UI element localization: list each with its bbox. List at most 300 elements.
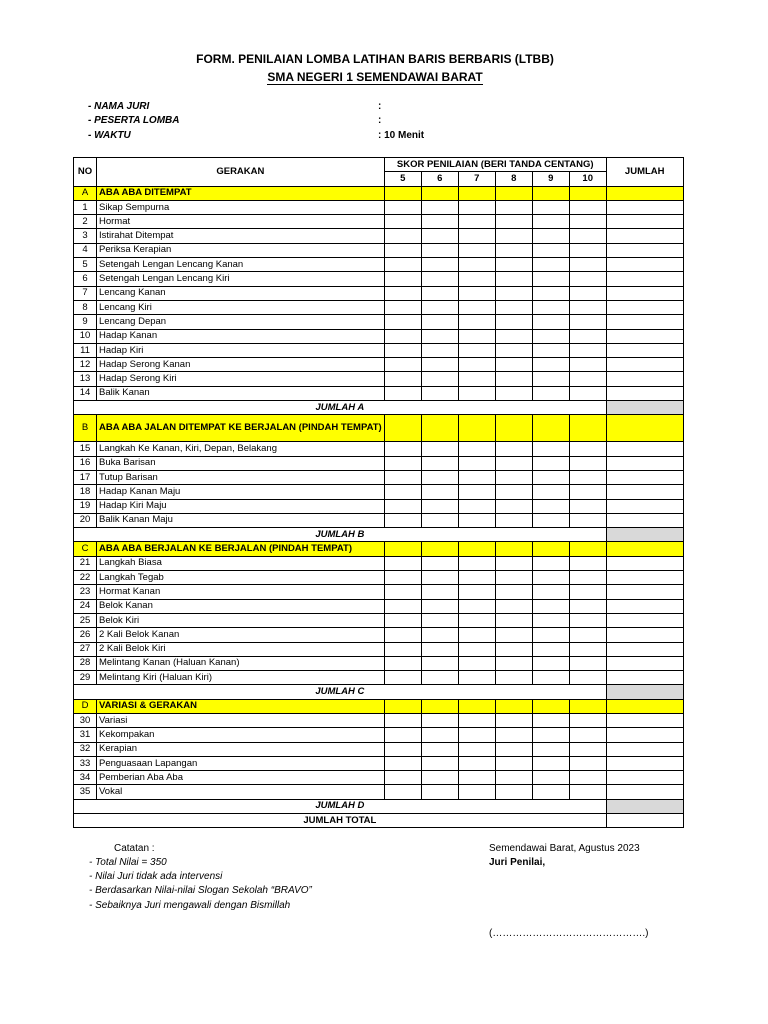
score-cell[interactable] — [458, 642, 495, 656]
score-cell[interactable] — [569, 756, 606, 770]
score-cell[interactable] — [532, 571, 569, 585]
score-cell[interactable] — [532, 272, 569, 286]
table-row — [74, 258, 684, 272]
score-cell[interactable] — [532, 485, 569, 499]
score-cell[interactable] — [569, 742, 606, 756]
score-cell[interactable] — [384, 415, 421, 442]
jumlah-cell[interactable] — [606, 485, 683, 499]
row-gerakan: Hadap Serong Kanan — [97, 358, 385, 372]
jumlah-cell[interactable] — [606, 329, 683, 343]
score-cell[interactable] — [495, 785, 532, 799]
section-row — [74, 699, 684, 713]
score-cell[interactable] — [384, 585, 421, 599]
score-cell[interactable] — [495, 272, 532, 286]
table-row — [74, 343, 684, 357]
jumlah-cell[interactable] — [606, 286, 683, 300]
score-cell[interactable] — [569, 329, 606, 343]
score-cell[interactable] — [495, 599, 532, 613]
score-cell[interactable] — [532, 699, 569, 713]
score-cell[interactable] — [421, 499, 458, 513]
jumlah-cell[interactable] — [606, 656, 683, 670]
score-cell[interactable] — [458, 585, 495, 599]
score-cell[interactable] — [458, 456, 495, 470]
score-cell[interactable] — [384, 599, 421, 613]
score-cell[interactable] — [384, 470, 421, 484]
table-row — [74, 286, 684, 300]
jumlah-cell[interactable] — [606, 785, 683, 799]
score-cell[interactable] — [458, 713, 495, 727]
score-cell[interactable] — [384, 386, 421, 400]
score-cell[interactable] — [384, 699, 421, 713]
jumlah-cell[interactable] — [606, 742, 683, 756]
score-cell[interactable] — [569, 470, 606, 484]
jumlah-cell[interactable] — [606, 358, 683, 372]
score-cell[interactable] — [495, 513, 532, 527]
score-cell[interactable] — [384, 215, 421, 229]
score-cell[interactable] — [384, 542, 421, 556]
score-cell[interactable] — [569, 728, 606, 742]
score-cell[interactable] — [421, 372, 458, 386]
score-cell[interactable] — [532, 243, 569, 257]
score-cell[interactable] — [421, 386, 458, 400]
score-cell[interactable] — [532, 470, 569, 484]
score-cell[interactable] — [495, 200, 532, 214]
score-cell[interactable] — [569, 186, 606, 200]
jumlah-cell[interactable] — [606, 499, 683, 513]
score-cell[interactable] — [421, 456, 458, 470]
score-cell[interactable] — [384, 286, 421, 300]
jumlah-cell[interactable] — [606, 599, 683, 613]
row-number: 19 — [74, 499, 97, 513]
score-cell[interactable] — [421, 542, 458, 556]
row-gerakan: Hadap Kanan — [97, 329, 385, 343]
score-cell[interactable] — [384, 300, 421, 314]
score-cell[interactable] — [384, 556, 421, 570]
jumlah-cell[interactable] — [606, 513, 683, 527]
table-row — [74, 358, 684, 372]
score-cell[interactable] — [458, 756, 495, 770]
score-cell[interactable] — [532, 456, 569, 470]
score-cell[interactable] — [495, 485, 532, 499]
jumlah-cell[interactable] — [606, 186, 683, 200]
score-cell[interactable] — [421, 599, 458, 613]
score-cell[interactable] — [458, 300, 495, 314]
score-cell[interactable] — [569, 315, 606, 329]
row-gerakan: Belok Kanan — [97, 599, 385, 613]
score-cell[interactable] — [532, 599, 569, 613]
score-cell[interactable] — [569, 386, 606, 400]
score-cell[interactable] — [532, 542, 569, 556]
score-cell[interactable] — [384, 671, 421, 685]
score-cell[interactable] — [495, 243, 532, 257]
score-cell[interactable] — [495, 229, 532, 243]
score-cell[interactable] — [421, 485, 458, 499]
score-cell[interactable] — [458, 415, 495, 442]
jumlah-cell[interactable] — [606, 300, 683, 314]
jumlah-cell[interactable] — [606, 585, 683, 599]
section-total-value[interactable] — [606, 799, 683, 813]
jumlah-cell[interactable] — [606, 442, 683, 456]
score-cell[interactable] — [495, 358, 532, 372]
score-cell[interactable] — [569, 513, 606, 527]
score-cell[interactable] — [458, 258, 495, 272]
score-cell[interactable] — [458, 200, 495, 214]
score-cell[interactable] — [458, 315, 495, 329]
score-cell[interactable] — [421, 343, 458, 357]
score-cell[interactable] — [569, 642, 606, 656]
score-cell[interactable] — [569, 258, 606, 272]
score-cell[interactable] — [532, 613, 569, 627]
score-cell[interactable] — [495, 756, 532, 770]
jumlah-cell[interactable] — [606, 671, 683, 685]
score-cell[interactable] — [458, 442, 495, 456]
score-cell[interactable] — [384, 771, 421, 785]
jumlah-cell[interactable] — [606, 272, 683, 286]
score-cell[interactable] — [569, 343, 606, 357]
score-cell[interactable] — [384, 742, 421, 756]
row-number: 15 — [74, 442, 97, 456]
score-cell[interactable] — [495, 343, 532, 357]
score-cell[interactable] — [384, 329, 421, 343]
score-cell[interactable] — [532, 200, 569, 214]
score-cell[interactable] — [532, 300, 569, 314]
score-cell[interactable] — [458, 272, 495, 286]
score-cell[interactable] — [495, 742, 532, 756]
score-cell[interactable] — [495, 186, 532, 200]
score-cell[interactable] — [458, 599, 495, 613]
row-gerakan: Buka Barisan — [97, 456, 385, 470]
score-cell[interactable] — [458, 628, 495, 642]
score-cell[interactable] — [569, 200, 606, 214]
table-row — [74, 556, 684, 570]
score-cell[interactable] — [569, 671, 606, 685]
score-cell[interactable] — [569, 556, 606, 570]
score-cell[interactable] — [458, 542, 495, 556]
row-number: 8 — [74, 300, 97, 314]
score-cell[interactable] — [495, 642, 532, 656]
jumlah-cell[interactable] — [606, 771, 683, 785]
score-cell[interactable] — [384, 642, 421, 656]
row-gerakan: Istirahat Ditempat — [97, 229, 385, 243]
score-cell[interactable] — [569, 771, 606, 785]
score-cell[interactable] — [495, 386, 532, 400]
score-cell[interactable] — [458, 286, 495, 300]
score-cell[interactable] — [421, 713, 458, 727]
score-cell[interactable] — [421, 728, 458, 742]
score-cell[interactable] — [569, 485, 606, 499]
score-cell[interactable] — [532, 442, 569, 456]
score-cell[interactable] — [569, 613, 606, 627]
jumlah-cell[interactable] — [606, 456, 683, 470]
score-cell[interactable] — [384, 728, 421, 742]
score-cell[interactable] — [384, 613, 421, 627]
score-cell[interactable] — [384, 513, 421, 527]
score-cell[interactable] — [458, 728, 495, 742]
score-cell[interactable] — [532, 713, 569, 727]
score-cell[interactable] — [495, 300, 532, 314]
score-cell[interactable] — [495, 499, 532, 513]
score-cell[interactable] — [569, 628, 606, 642]
score-cell[interactable] — [569, 571, 606, 585]
score-cell[interactable] — [532, 372, 569, 386]
info-label-peserta: - PESERTA LOMBA — [88, 115, 180, 126]
table-row — [74, 485, 684, 499]
score-cell[interactable] — [421, 585, 458, 599]
score-cell[interactable] — [458, 771, 495, 785]
score-cell[interactable] — [495, 442, 532, 456]
score-cell[interactable] — [532, 771, 569, 785]
score-cell[interactable] — [495, 215, 532, 229]
jumlah-cell[interactable] — [606, 243, 683, 257]
jumlah-cell[interactable] — [606, 470, 683, 484]
jumlah-cell[interactable] — [606, 200, 683, 214]
score-cell[interactable] — [495, 585, 532, 599]
score-cell[interactable] — [495, 699, 532, 713]
score-cell[interactable] — [421, 671, 458, 685]
score-cell[interactable] — [458, 656, 495, 670]
score-cell[interactable] — [384, 785, 421, 799]
score-cell[interactable] — [384, 571, 421, 585]
score-cell[interactable] — [569, 300, 606, 314]
score-cell[interactable] — [532, 756, 569, 770]
score-cell[interactable] — [458, 513, 495, 527]
score-cell[interactable] — [569, 272, 606, 286]
score-cell[interactable] — [421, 300, 458, 314]
score-cell[interactable] — [532, 286, 569, 300]
jumlah-cell[interactable] — [606, 386, 683, 400]
score-cell[interactable] — [495, 456, 532, 470]
jumlah-cell[interactable] — [606, 571, 683, 585]
score-cell[interactable] — [458, 499, 495, 513]
score-cell[interactable] — [384, 656, 421, 670]
jumlah-cell[interactable] — [606, 699, 683, 713]
score-cell[interactable] — [569, 286, 606, 300]
score-cell[interactable] — [532, 785, 569, 799]
score-cell[interactable] — [495, 713, 532, 727]
score-cell[interactable] — [495, 728, 532, 742]
score-cell[interactable] — [532, 258, 569, 272]
score-cell[interactable] — [421, 742, 458, 756]
score-cell[interactable] — [495, 542, 532, 556]
score-cell[interactable] — [532, 656, 569, 670]
score-cell[interactable] — [532, 728, 569, 742]
score-cell[interactable] — [532, 358, 569, 372]
score-cell[interactable] — [495, 671, 532, 685]
score-cell[interactable] — [421, 186, 458, 200]
score-cell[interactable] — [384, 258, 421, 272]
score-cell[interactable] — [532, 386, 569, 400]
score-cell[interactable] — [569, 785, 606, 799]
score-cell[interactable] — [532, 186, 569, 200]
score-cell[interactable] — [421, 200, 458, 214]
score-cell[interactable] — [421, 642, 458, 656]
score-cell[interactable] — [495, 286, 532, 300]
score-cell[interactable] — [421, 470, 458, 484]
score-cell[interactable] — [532, 585, 569, 599]
score-cell[interactable] — [458, 386, 495, 400]
jumlah-cell[interactable] — [606, 728, 683, 742]
jumlah-cell[interactable] — [606, 613, 683, 627]
jumlah-cell[interactable] — [606, 229, 683, 243]
score-cell[interactable] — [569, 215, 606, 229]
score-cell[interactable] — [532, 415, 569, 442]
score-cell[interactable] — [495, 329, 532, 343]
score-cell[interactable] — [421, 258, 458, 272]
score-cell[interactable] — [384, 485, 421, 499]
score-cell[interactable] — [384, 372, 421, 386]
score-cell[interactable] — [384, 343, 421, 357]
score-cell[interactable] — [495, 372, 532, 386]
score-cell[interactable] — [569, 415, 606, 442]
score-cell[interactable] — [384, 358, 421, 372]
score-cell[interactable] — [569, 656, 606, 670]
section-total-value[interactable] — [606, 685, 683, 699]
score-cell[interactable] — [384, 200, 421, 214]
score-cell[interactable] — [569, 229, 606, 243]
score-cell[interactable] — [384, 243, 421, 257]
score-cell[interactable] — [421, 756, 458, 770]
score-cell[interactable] — [569, 372, 606, 386]
score-cell[interactable] — [421, 556, 458, 570]
score-cell[interactable] — [384, 272, 421, 286]
score-cell[interactable] — [458, 229, 495, 243]
score-cell[interactable] — [495, 571, 532, 585]
score-cell[interactable] — [532, 556, 569, 570]
score-cell[interactable] — [458, 243, 495, 257]
score-cell[interactable] — [495, 258, 532, 272]
score-cell[interactable] — [458, 372, 495, 386]
jumlah-cell[interactable] — [606, 556, 683, 570]
score-cell[interactable] — [569, 499, 606, 513]
score-cell[interactable] — [458, 613, 495, 627]
score-cell[interactable] — [458, 485, 495, 499]
score-cell[interactable] — [495, 315, 532, 329]
score-cell[interactable] — [421, 628, 458, 642]
score-cell[interactable] — [532, 742, 569, 756]
table-row — [74, 215, 684, 229]
score-cell[interactable] — [384, 442, 421, 456]
score-cell[interactable] — [495, 470, 532, 484]
score-cell[interactable] — [495, 628, 532, 642]
score-cell[interactable] — [569, 599, 606, 613]
jumlah-cell[interactable] — [606, 713, 683, 727]
score-cell[interactable] — [532, 499, 569, 513]
score-cell[interactable] — [458, 742, 495, 756]
score-cell[interactable] — [421, 286, 458, 300]
score-cell[interactable] — [421, 571, 458, 585]
score-cell[interactable] — [569, 585, 606, 599]
score-cell[interactable] — [532, 343, 569, 357]
score-cell[interactable] — [458, 470, 495, 484]
score-cell[interactable] — [569, 713, 606, 727]
score-cell[interactable] — [569, 699, 606, 713]
score-cell[interactable] — [569, 358, 606, 372]
score-cell[interactable] — [421, 272, 458, 286]
score-cell[interactable] — [384, 229, 421, 243]
row-number: 20 — [74, 513, 97, 527]
score-cell[interactable] — [421, 613, 458, 627]
score-cell[interactable] — [421, 243, 458, 257]
score-cell[interactable] — [421, 415, 458, 442]
score-cell[interactable] — [495, 613, 532, 627]
section-letter: A — [74, 186, 97, 200]
jumlah-cell[interactable] — [606, 642, 683, 656]
score-cell[interactable] — [532, 642, 569, 656]
score-cell[interactable] — [384, 756, 421, 770]
score-cell[interactable] — [384, 628, 421, 642]
score-cell[interactable] — [421, 513, 458, 527]
grand-total-value[interactable] — [606, 814, 683, 828]
score-cell[interactable] — [421, 215, 458, 229]
score-cell[interactable] — [384, 186, 421, 200]
score-cell[interactable] — [458, 699, 495, 713]
jumlah-cell[interactable] — [606, 415, 683, 442]
jumlah-cell[interactable] — [606, 756, 683, 770]
score-cell[interactable] — [569, 542, 606, 556]
score-cell[interactable] — [421, 442, 458, 456]
row-number: 9 — [74, 315, 97, 329]
score-cell[interactable] — [532, 215, 569, 229]
section-total-value[interactable] — [606, 528, 683, 542]
score-cell[interactable] — [569, 456, 606, 470]
score-cell[interactable] — [532, 315, 569, 329]
score-cell[interactable] — [421, 699, 458, 713]
score-cell[interactable] — [532, 329, 569, 343]
score-cell[interactable] — [458, 186, 495, 200]
score-cell[interactable] — [458, 785, 495, 799]
score-cell[interactable] — [532, 628, 569, 642]
score-cell[interactable] — [458, 215, 495, 229]
score-cell[interactable] — [421, 229, 458, 243]
score-cell[interactable] — [384, 456, 421, 470]
section-row — [74, 186, 684, 200]
score-cell[interactable] — [458, 556, 495, 570]
jumlah-cell[interactable] — [606, 343, 683, 357]
row-gerakan: Setengah Lengan Lencang Kanan — [97, 258, 385, 272]
score-cell[interactable] — [458, 329, 495, 343]
score-cell[interactable] — [421, 315, 458, 329]
jumlah-cell[interactable] — [606, 215, 683, 229]
score-cell[interactable] — [532, 229, 569, 243]
score-cell[interactable] — [421, 771, 458, 785]
score-cell[interactable] — [532, 513, 569, 527]
score-cell[interactable] — [569, 243, 606, 257]
jumlah-cell[interactable] — [606, 258, 683, 272]
score-cell[interactable] — [421, 329, 458, 343]
section-total-value[interactable] — [606, 401, 683, 415]
score-cell[interactable] — [421, 785, 458, 799]
score-cell[interactable] — [495, 415, 532, 442]
jumlah-cell[interactable] — [606, 542, 683, 556]
score-cell[interactable] — [421, 358, 458, 372]
jumlah-cell[interactable] — [606, 372, 683, 386]
score-cell[interactable] — [384, 315, 421, 329]
jumlah-cell[interactable] — [606, 315, 683, 329]
score-cell[interactable] — [384, 499, 421, 513]
score-cell[interactable] — [458, 571, 495, 585]
score-cell[interactable] — [495, 771, 532, 785]
score-cell[interactable] — [421, 656, 458, 670]
score-cell[interactable] — [495, 556, 532, 570]
score-cell[interactable] — [532, 671, 569, 685]
score-cell[interactable] — [495, 656, 532, 670]
score-cell[interactable] — [384, 713, 421, 727]
jumlah-cell[interactable] — [606, 628, 683, 642]
score-cell[interactable] — [569, 442, 606, 456]
score-cell[interactable] — [458, 358, 495, 372]
score-cell[interactable] — [458, 343, 495, 357]
score-cell[interactable] — [458, 671, 495, 685]
